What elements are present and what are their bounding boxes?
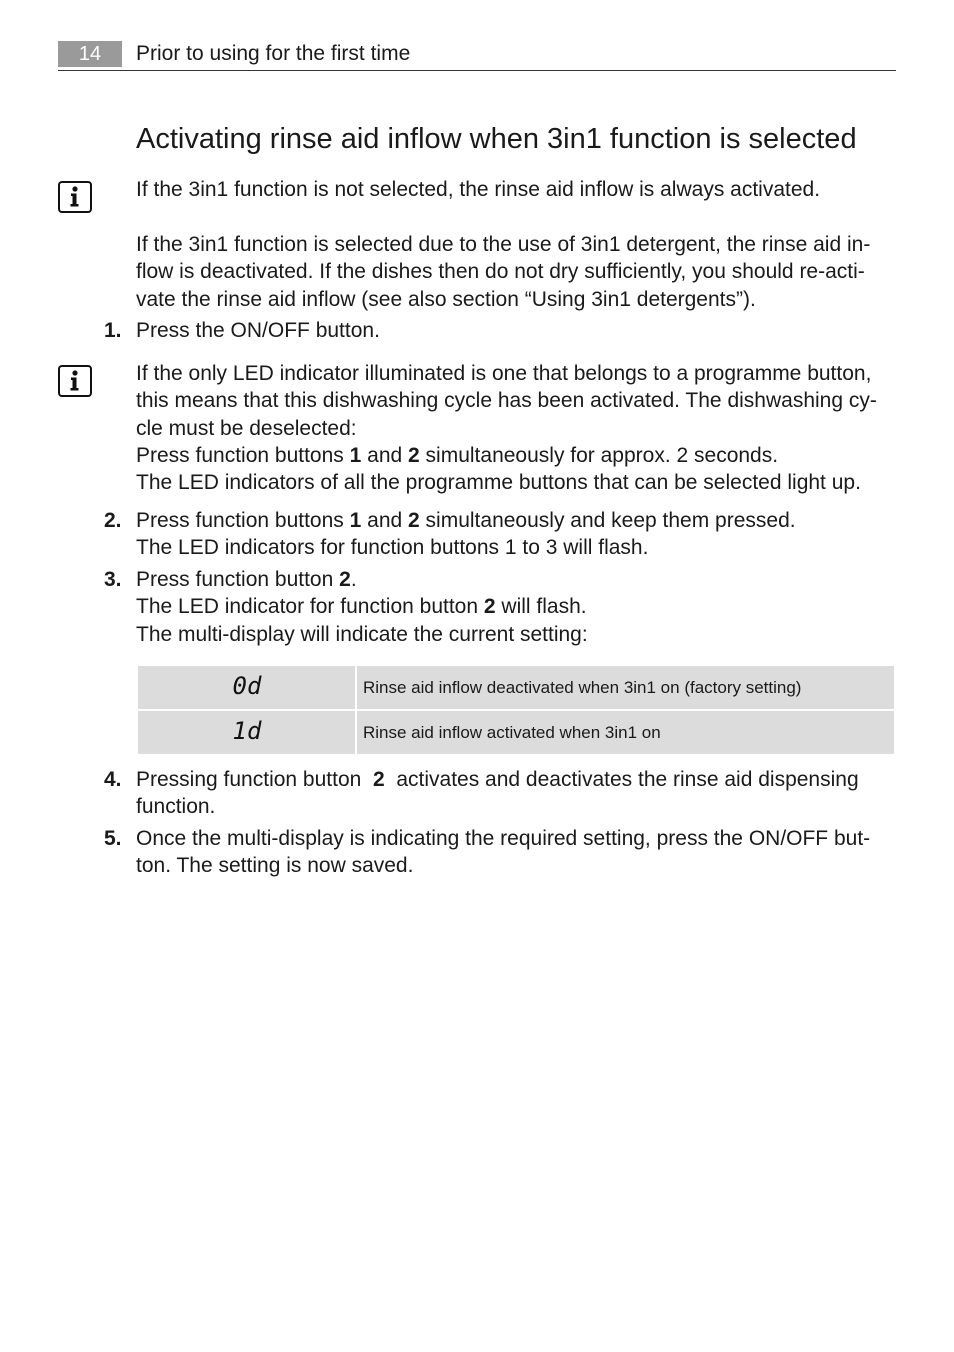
info-icon <box>58 365 92 397</box>
step-5-text <box>136 825 898 880</box>
text-line: If the only LED indicator illuminated is one that belongs to a programme button, <box>136 362 872 385</box>
table-row <box>137 665 895 710</box>
step-3-text <box>136 566 898 648</box>
info-icon <box>58 181 92 213</box>
deselect-note <box>136 360 898 496</box>
section-title: Prior to using for the first time <box>136 42 411 65</box>
intro-paragraph-1: If the 3in1 function is not selected, the rinse aid inflow is always activated. <box>136 178 821 201</box>
text-line: If the 3in1 function is selected due to the use of 3in1 detergent, the rinse aid in- <box>136 233 871 256</box>
step-number: 5. <box>104 827 122 850</box>
text-line: ton. The setting is now saved. <box>136 854 414 878</box>
segment-display-0d <box>230 674 264 696</box>
step-number: 2. <box>104 509 122 532</box>
text-line: The multi-display will indicate the current setting: <box>136 622 588 646</box>
setting-description: Rinse aid inflow activated when 3in1 on <box>356 710 895 755</box>
text-line: Press function buttons 1 and 2 simultaneously and keep them pressed. <box>136 509 796 532</box>
intro-paragraph-2 <box>136 231 898 313</box>
settings-table <box>136 664 896 756</box>
display-code-cell <box>137 710 356 755</box>
text-line: this means that this dishwashing cycle has been activated. The dishwashing cy- <box>136 389 877 413</box>
step-number: 1. <box>104 319 122 342</box>
step-1-text: Press the ON/OFF button. <box>136 319 380 342</box>
step-2-text <box>136 507 898 562</box>
text-line: flow is deactivated. If the dishes then do not dry sufficiently, you should re-acti- <box>136 260 865 284</box>
text-line: The LED indicator for function button 2 will flash. <box>136 595 587 619</box>
display-code-cell <box>137 665 356 710</box>
step-number: 4. <box>104 768 122 791</box>
svg-text:1d: 1d <box>232 719 261 741</box>
page-title: Activating rinse aid inflow when 3in1 function is selected <box>136 123 857 155</box>
svg-text:0d: 0d <box>232 674 261 696</box>
step-number: 3. <box>104 568 122 591</box>
text-line: The LED indicators for function buttons 1 to 3 will flash. <box>136 536 649 560</box>
step-4-text <box>136 766 898 821</box>
setting-description: Rinse aid inflow deactivated when 3in1 on (factory setting) <box>356 665 895 710</box>
text-line: Pressing function button 2 activates and deactivates the rinse aid dispensing <box>136 768 859 791</box>
text-line: Press function buttons 1 and 2 simultaneously for approx. 2 seconds. <box>136 443 779 467</box>
table-row <box>137 710 895 755</box>
text-line: function. <box>136 795 216 819</box>
text-line: cle must be deselected: <box>136 416 357 440</box>
text-line: Press function button 2. <box>136 568 357 591</box>
segment-display-1d <box>230 719 264 741</box>
page-header <box>58 40 896 71</box>
text-line: Once the multi-display is indicating the required setting, press the ON/OFF but- <box>136 827 871 850</box>
text-line: vate the rinse aid inflow (see also section “Using 3in1 detergents”). <box>136 287 756 311</box>
page-number: 14 <box>58 41 122 67</box>
text-line: The LED indicators of all the programme buttons that can be selected light up. <box>136 471 861 495</box>
